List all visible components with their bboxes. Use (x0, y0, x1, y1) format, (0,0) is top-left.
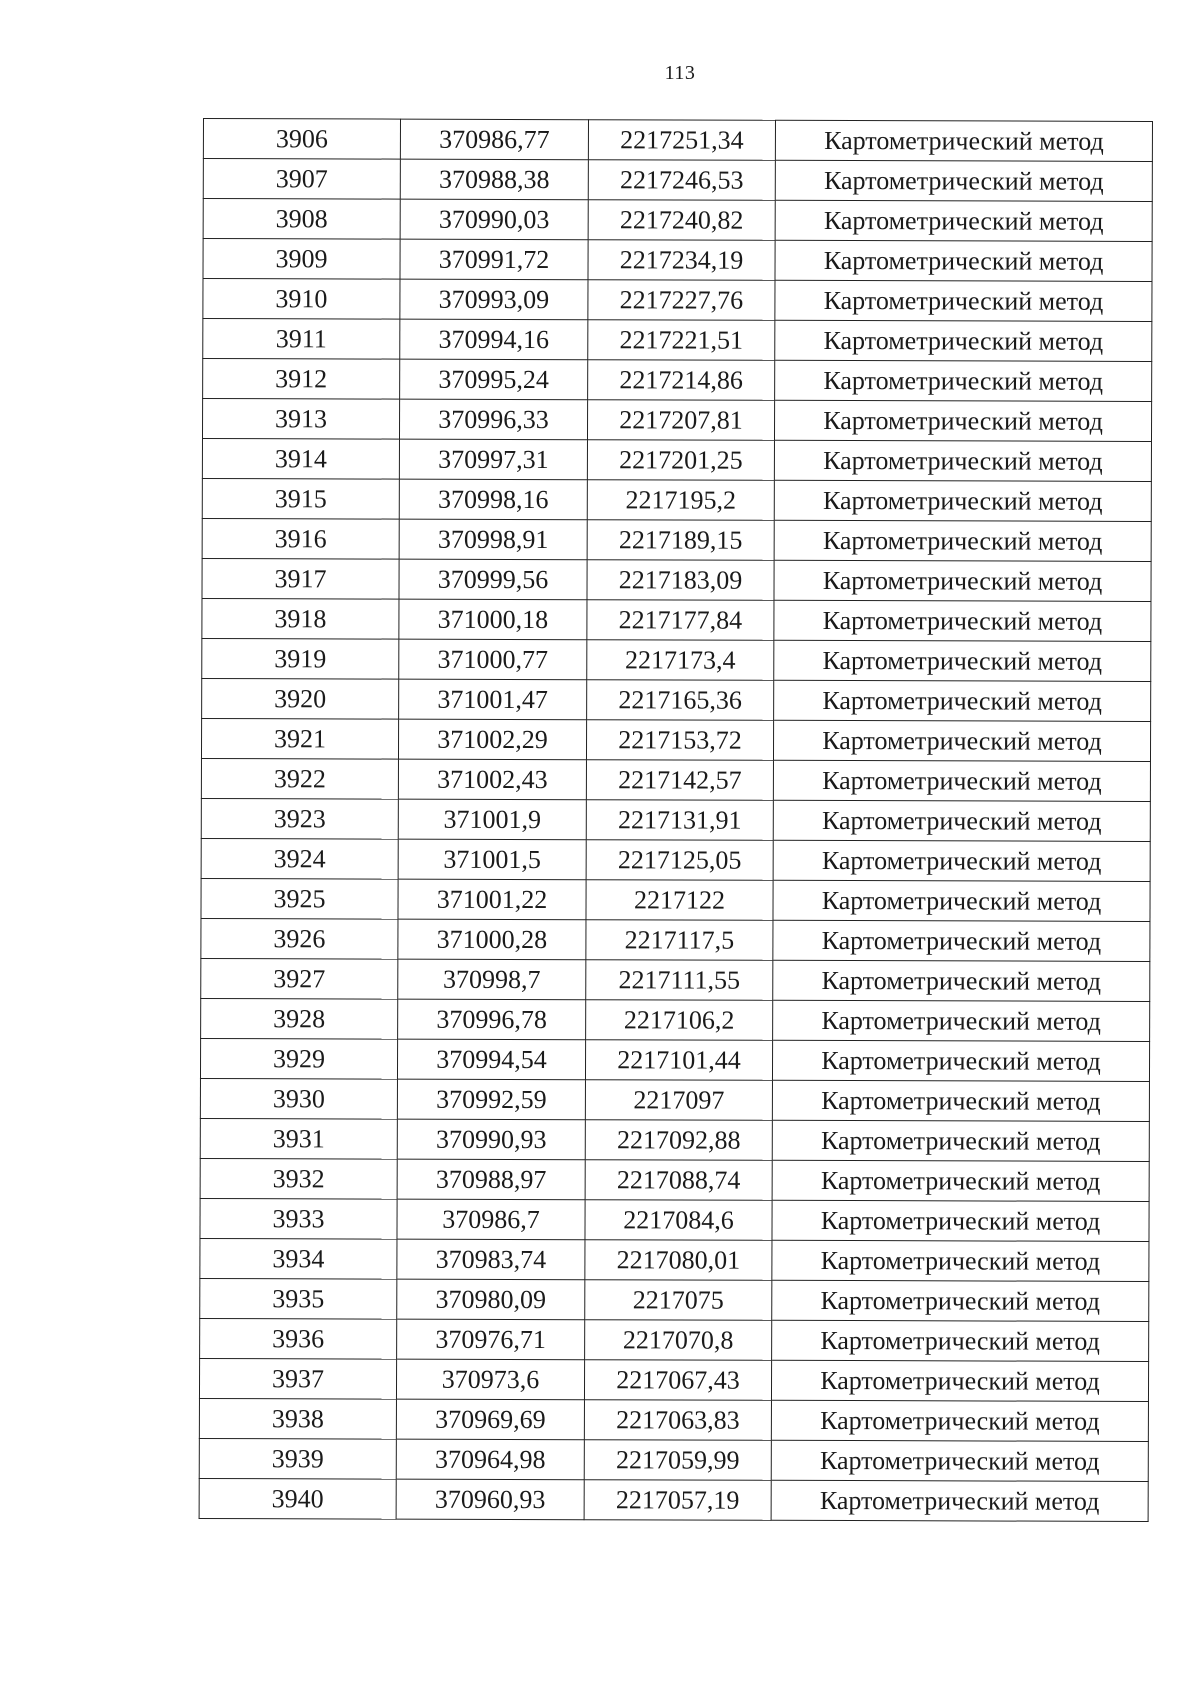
method-cell: Картометрический метод (772, 1320, 1149, 1361)
y-coordinate-cell: 2217092,88 (585, 1120, 772, 1161)
table-row (199, 1358, 1148, 1401)
point-number-cell: 3914 (202, 439, 399, 480)
table-row (201, 758, 1150, 801)
y-coordinate-cell: 2217246,53 (588, 160, 775, 201)
point-number-cell: 3918 (202, 598, 399, 639)
x-coordinate-cell: 370976,71 (397, 1319, 585, 1360)
y-coordinate-cell: 2217221,51 (588, 320, 775, 361)
point-number-cell: 3938 (199, 1398, 396, 1439)
x-coordinate-cell: 370998,91 (399, 519, 587, 560)
method-cell: Картометрический метод (773, 840, 1150, 881)
x-coordinate-cell: 371001,9 (398, 799, 586, 840)
y-coordinate-cell: 2217240,82 (588, 200, 775, 241)
x-coordinate-cell: 371000,28 (398, 919, 586, 960)
method-cell: Картометрический метод (772, 1040, 1149, 1081)
y-coordinate-cell: 2217201,25 (587, 440, 774, 481)
point-number-cell: 3909 (203, 239, 400, 280)
table-row (200, 1278, 1149, 1321)
table-row (202, 558, 1151, 601)
table-row (202, 478, 1151, 521)
method-cell: Картометрический метод (775, 360, 1152, 401)
x-coordinate-cell: 370996,33 (399, 399, 587, 440)
y-coordinate-cell: 2217214,86 (588, 360, 775, 401)
table-row (202, 439, 1151, 482)
y-coordinate-cell: 2217173,4 (587, 640, 774, 681)
table-row (199, 1398, 1148, 1441)
method-cell: Картометрический метод (774, 520, 1151, 561)
x-coordinate-cell: 370986,77 (400, 119, 588, 160)
table-row (203, 359, 1152, 402)
method-cell: Картометрический метод (773, 800, 1150, 841)
x-coordinate-cell: 370992,59 (397, 1079, 585, 1120)
x-coordinate-cell: 371000,18 (399, 599, 587, 640)
method-cell: Картометрический метод (773, 720, 1150, 761)
x-coordinate-cell: 370991,72 (400, 239, 588, 280)
method-cell: Картометрический метод (773, 760, 1150, 801)
table-row (200, 1158, 1149, 1201)
method-cell: Картометрический метод (772, 1160, 1149, 1201)
y-coordinate-cell: 2217101,44 (585, 1040, 772, 1081)
point-number-cell: 3926 (201, 918, 398, 959)
point-number-cell: 3937 (199, 1358, 396, 1399)
table-row (200, 1198, 1149, 1241)
method-cell: Картометрический метод (774, 600, 1151, 641)
point-number-cell: 3911 (203, 319, 400, 360)
method-cell: Картометрический метод (775, 280, 1152, 321)
table-row (203, 119, 1152, 162)
x-coordinate-cell: 371002,43 (398, 759, 586, 800)
y-coordinate-cell: 2217059,99 (584, 1440, 771, 1481)
y-coordinate-cell: 2217227,76 (588, 280, 775, 321)
point-number-cell: 3935 (200, 1278, 397, 1319)
y-coordinate-cell: 2217165,36 (587, 680, 774, 721)
method-cell: Картометрический метод (774, 440, 1151, 481)
x-coordinate-cell: 370999,56 (399, 559, 587, 600)
method-cell: Картометрический метод (772, 1200, 1149, 1241)
x-coordinate-cell: 370990,03 (400, 199, 588, 240)
table-row (203, 239, 1152, 282)
x-coordinate-cell: 370988,97 (397, 1159, 585, 1200)
table-row (201, 838, 1150, 881)
point-number-cell: 3907 (203, 159, 400, 200)
point-number-cell: 3927 (201, 958, 398, 999)
y-coordinate-cell: 2217207,81 (587, 400, 774, 441)
method-cell: Картометрический метод (774, 480, 1151, 521)
table-row (203, 319, 1152, 362)
x-coordinate-cell: 370980,09 (397, 1279, 585, 1320)
x-coordinate-cell: 371001,5 (398, 839, 586, 880)
x-coordinate-cell: 370986,7 (397, 1199, 585, 1240)
point-number-cell: 3923 (201, 798, 398, 839)
point-number-cell: 3940 (199, 1478, 396, 1519)
point-number-cell: 3932 (200, 1158, 397, 1199)
table-row (203, 199, 1152, 242)
point-number-cell: 3913 (202, 399, 399, 440)
point-number-cell: 3917 (202, 558, 399, 599)
y-coordinate-cell: 2217131,91 (586, 800, 773, 841)
table-row (202, 678, 1151, 721)
method-cell: Картометрический метод (773, 1000, 1150, 1041)
table-row (203, 159, 1152, 202)
y-coordinate-cell: 2217177,84 (587, 600, 774, 641)
method-cell: Картометрический метод (772, 1080, 1149, 1121)
table-row (201, 718, 1150, 761)
y-coordinate-cell: 2217106,2 (586, 1000, 773, 1041)
x-coordinate-cell: 370960,93 (396, 1479, 584, 1520)
method-cell: Картометрический метод (775, 320, 1152, 361)
x-coordinate-cell: 370995,24 (400, 359, 588, 400)
table-row (203, 279, 1152, 322)
method-cell: Картометрический метод (774, 680, 1151, 721)
x-coordinate-cell: 370990,93 (397, 1119, 585, 1160)
method-cell: Картометрический метод (773, 880, 1150, 921)
point-number-cell: 3920 (202, 678, 399, 719)
x-coordinate-cell: 371001,22 (398, 879, 586, 920)
point-number-cell: 3925 (201, 878, 398, 919)
method-cell: Картометрический метод (771, 1400, 1148, 1441)
x-coordinate-cell: 371002,29 (398, 719, 586, 760)
y-coordinate-cell: 2217153,72 (586, 720, 773, 761)
y-coordinate-cell: 2217075 (585, 1280, 772, 1321)
x-coordinate-cell: 371000,77 (399, 639, 587, 680)
table-row (201, 958, 1150, 1001)
table-row (199, 1438, 1148, 1481)
x-coordinate-cell: 370988,38 (400, 159, 588, 200)
point-number-cell: 3930 (200, 1078, 397, 1119)
point-number-cell: 3919 (202, 638, 399, 679)
y-coordinate-cell: 2217067,43 (584, 1360, 771, 1401)
y-coordinate-cell: 2217070,8 (585, 1320, 772, 1361)
point-number-cell: 3931 (200, 1118, 397, 1159)
y-coordinate-cell: 2217063,83 (584, 1400, 771, 1441)
point-number-cell: 3929 (200, 1038, 397, 1079)
x-coordinate-cell: 370996,78 (398, 999, 586, 1040)
page-number: 113 (664, 62, 696, 84)
x-coordinate-cell: 370969,69 (396, 1399, 584, 1440)
x-coordinate-cell: 370973,6 (396, 1359, 584, 1400)
table-row (202, 638, 1151, 681)
point-number-cell: 3928 (201, 998, 398, 1039)
table-row (201, 918, 1150, 961)
table-row (201, 998, 1150, 1041)
coordinates-table-body (199, 119, 1152, 1522)
y-coordinate-cell: 2217195,2 (587, 480, 774, 521)
x-coordinate-cell: 370998,16 (399, 479, 587, 520)
x-coordinate-cell: 371001,47 (399, 679, 587, 720)
table-row (200, 1078, 1149, 1121)
point-number-cell: 3915 (202, 478, 399, 519)
point-number-cell: 3934 (200, 1238, 397, 1279)
method-cell: Картометрический метод (772, 1280, 1149, 1321)
table-row (202, 518, 1151, 561)
method-cell: Картометрический метод (772, 1120, 1149, 1161)
method-cell: Картометрический метод (774, 400, 1151, 441)
y-coordinate-cell: 2217125,05 (586, 840, 773, 881)
x-coordinate-cell: 370994,16 (400, 319, 588, 360)
y-coordinate-cell: 2217057,19 (584, 1480, 771, 1521)
x-coordinate-cell: 370964,98 (396, 1439, 584, 1480)
point-number-cell: 3936 (200, 1318, 397, 1359)
method-cell: Картометрический метод (774, 560, 1151, 601)
x-coordinate-cell: 370983,74 (397, 1239, 585, 1280)
method-cell: Картометрический метод (773, 920, 1150, 961)
method-cell: Картометрический метод (771, 1480, 1148, 1521)
point-number-cell: 3908 (203, 199, 400, 240)
y-coordinate-cell: 2217111,55 (586, 960, 773, 1001)
point-number-cell: 3924 (201, 838, 398, 879)
y-coordinate-cell: 2217080,01 (585, 1240, 772, 1281)
method-cell: Картометрический метод (775, 240, 1152, 281)
table-row (200, 1318, 1149, 1361)
method-cell: Картометрический метод (775, 200, 1152, 241)
point-number-cell: 3916 (202, 518, 399, 559)
y-coordinate-cell: 2217097 (585, 1080, 772, 1121)
table-row (202, 399, 1151, 442)
y-coordinate-cell: 2217234,19 (588, 240, 775, 281)
y-coordinate-cell: 2217117,5 (586, 920, 773, 961)
x-coordinate-cell: 370998,7 (398, 959, 586, 1000)
y-coordinate-cell: 2217088,74 (585, 1160, 772, 1201)
y-coordinate-cell: 2217189,15 (587, 520, 774, 561)
table-row (200, 1238, 1149, 1281)
method-cell: Картометрический метод (771, 1360, 1148, 1401)
y-coordinate-cell: 2217122 (586, 880, 773, 921)
y-coordinate-cell: 2217084,6 (585, 1200, 772, 1241)
method-cell: Картометрический метод (773, 960, 1150, 1001)
method-cell: Картометрический метод (775, 160, 1152, 201)
table-row (202, 598, 1151, 641)
point-number-cell: 3910 (203, 279, 400, 320)
point-number-cell: 3912 (203, 359, 400, 400)
method-cell: Картометрический метод (775, 120, 1152, 161)
point-number-cell: 3933 (200, 1198, 397, 1239)
x-coordinate-cell: 370994,54 (397, 1039, 585, 1080)
method-cell: Картометрический метод (774, 640, 1151, 681)
point-number-cell: 3939 (199, 1438, 396, 1479)
y-coordinate-cell: 2217251,34 (588, 120, 775, 161)
point-number-cell: 3921 (201, 718, 398, 759)
x-coordinate-cell: 370993,09 (400, 279, 588, 320)
table-row (200, 1038, 1149, 1081)
table-row (199, 1478, 1148, 1521)
method-cell: Картометрический метод (772, 1240, 1149, 1281)
coordinates-table (199, 118, 1153, 1522)
y-coordinate-cell: 2217142,57 (586, 760, 773, 801)
table-row (201, 798, 1150, 841)
point-number-cell: 3922 (201, 758, 398, 799)
y-coordinate-cell: 2217183,09 (587, 560, 774, 601)
method-cell: Картометрический метод (771, 1440, 1148, 1481)
x-coordinate-cell: 370997,31 (399, 439, 587, 480)
point-number-cell: 3906 (203, 119, 400, 160)
table-row (200, 1118, 1149, 1161)
table-row (201, 878, 1150, 921)
